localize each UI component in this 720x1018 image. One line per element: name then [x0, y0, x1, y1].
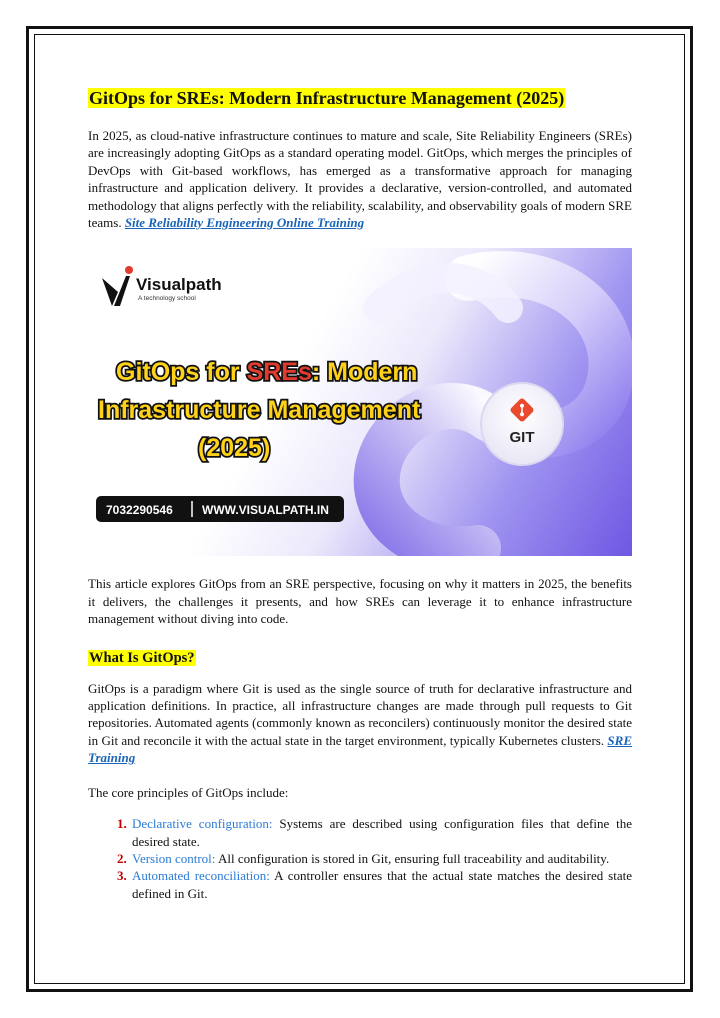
principle-term: Version control	[132, 850, 212, 866]
git-label: GIT	[509, 429, 535, 447]
definition-paragraph: GitOps is a paradigm where Git is used as the single source of truth for declarative infrastructure and application definitions. In practice, all infrastructure changes are made through pull requests to Git repositories. Automated agents (commonly known as reconcilers) continuously monitor the desired state in Git and reconcile it with the actual state in the target environment, typically Kubernetes clusters. SRE Training	[88, 680, 632, 766]
principle-term: Declarative configuration	[132, 816, 269, 832]
sre-training-link[interactable]: SRE Training	[88, 732, 632, 766]
principle-text: Systems are described using configuration files that define the desired state.	[132, 816, 633, 849]
headline-line-3: (2025)	[198, 434, 271, 463]
banner-image	[88, 248, 632, 556]
logo-name: Visualpath	[136, 275, 222, 295]
document-title: GitOps for SREs: Modern Infrastructure Management (2025)	[89, 88, 565, 108]
list-item: 1. Declarative configuration: Systems are described using configuration files that define the desired state.	[130, 815, 632, 850]
headline-line-1: GitOps for SREs: Modern	[116, 358, 418, 387]
banner-website: WWW.VISUALPATH.IN	[202, 503, 329, 518]
online-training-link[interactable]: Site Reliability Engineering Online Training	[124, 215, 365, 231]
article-intro-paragraph: This article explores GitOps from an SRE perspective, focusing on why it matters in 2025, the benefits it delivers, the challenges it presents, and how SREs can leverage it to enhance infrastructure management without diving into code.	[88, 576, 632, 627]
document-body	[88, 86, 632, 902]
principle-text: All configuration is stored in Git, ensuring full traceability and auditability.	[215, 850, 610, 866]
principles-list	[88, 815, 632, 902]
principle-text: A controller ensures that the actual state matches the desired state defined in Git.	[132, 868, 632, 901]
principles-intro: The core principles of GitOps include:	[88, 784, 289, 800]
list-item: 2. Version control: All configuration is stored in Git, ensuring full traceability and auditability.	[130, 850, 632, 867]
list-item: 3. Automated reconciliation: A controller ensures that the actual state matches the desired state defined in Git.	[130, 867, 632, 902]
principle-term: Automated reconciliation	[132, 868, 267, 884]
git-badge	[481, 383, 563, 465]
visualpath-logo	[102, 266, 222, 306]
logo-tagline: A technology school	[138, 295, 196, 303]
headline-line-2: Infrastructure Management	[98, 396, 421, 425]
section-heading-what-is-gitops: What Is GitOps?	[89, 649, 195, 666]
banner-phone: 7032290546	[106, 503, 173, 518]
intro-paragraph: In 2025, as cloud-native infrastructure continues to mature and scale, Site Reliability Engineers (SREs) are increasingly adopting GitOps as a standard operating model. GitOps, which merges the principles of DevOps with Git-based workflows, has emerged as a transformative approach for managing infrastructure and application delivery. It provides a declarative, version-controlled, and automated methodology that aligns perfectly with the reliability, scalability, and observability goals of modern SRE teams. Site Reliability Engineering Online Training	[88, 128, 632, 231]
contact-bar	[96, 496, 344, 522]
